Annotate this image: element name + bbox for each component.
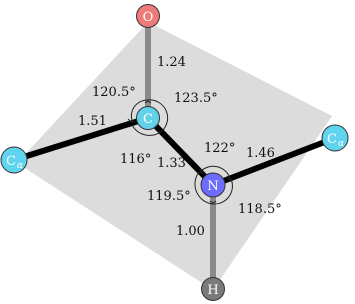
- calpha-left-label-sub: α: [16, 161, 24, 171]
- calpha-right-label-sub: α: [337, 139, 345, 149]
- angle-c-n-h: 119.5°: [147, 189, 191, 204]
- atom-calpha-right: [322, 125, 348, 151]
- bond-length-c-n: 1.33: [157, 156, 186, 171]
- atom-carbonyl-carbon: [137, 107, 160, 130]
- angle-calpha-c-n: 116°: [120, 152, 152, 167]
- atom-nitrogen: [201, 173, 225, 197]
- atom-calpha-left: [1, 147, 27, 173]
- oxygen-label: O: [142, 10, 154, 25]
- bond-length-calpha-c: 1.51: [78, 114, 107, 129]
- bond-length-n-calpha: 1.46: [246, 146, 275, 161]
- angle-c-n-calpha: 122°: [204, 141, 236, 156]
- angle-o-c-n: 123.5°: [174, 91, 218, 106]
- atom-hydrogen: [202, 278, 225, 301]
- hydrogen-label: H: [207, 283, 219, 298]
- calpha-right-label-main: C: [327, 132, 337, 147]
- bond-length-n-h: 1.00: [176, 224, 205, 239]
- nitrogen-label: N: [207, 179, 219, 194]
- bond-length-c-o: 1.24: [157, 55, 186, 70]
- angle-h-n-calpha: 118.5°: [238, 202, 282, 217]
- carbon-label: C: [143, 112, 153, 127]
- angle-calpha-c-o: 120.5°: [92, 85, 136, 100]
- calpha-left-label-main: C: [6, 154, 16, 169]
- atom-oxygen: [137, 5, 160, 28]
